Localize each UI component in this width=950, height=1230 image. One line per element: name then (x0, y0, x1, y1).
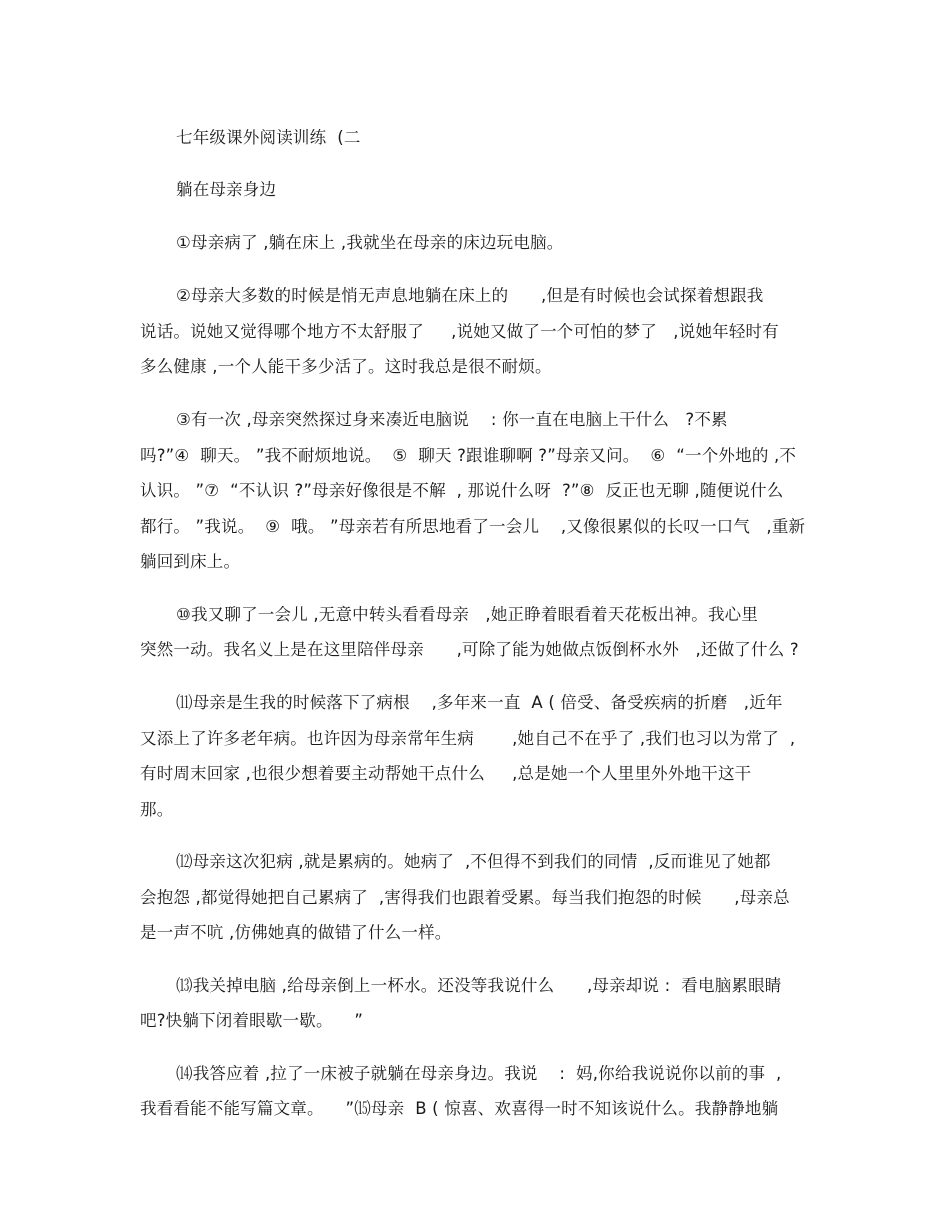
paragraph-1-line-1: ①母亲病了 ,躺在床上 ,我就坐在母亲的床边玩电脑。 (176, 233, 564, 252)
paragraph-10-line-1: ⑩我又聊了一会儿 ,无意中转头看看母亲 ,她正睁着眼看着天花板出神。我心里 (176, 605, 759, 624)
paragraph-3-line-2: 吗?”④ 聊天。 ”我不耐烦地说。 ⑤ 聊天 ?跟谁聊啊 ?”母亲又问。 ⑥ “一个外地的 ,不 (140, 446, 797, 465)
paragraph-11-line-1: ⑾母亲是生我的时候落下了病根 ,多年来一直 A ( 倍受、备受疾病的折磨 ,近年 (176, 693, 783, 712)
paragraph-14-line-2: 我看看能不能写篇文章。 ”⒂母亲 B ( 惊喜、欢喜得一时不知该说什么。我静静地躺 (140, 1099, 779, 1118)
paragraph-14-line-1: ⒁我答应着 ,拉了一床被子就躺在母亲身边。我说 : 妈,你给我说说你以前的事 , (176, 1064, 782, 1083)
paragraph-3-line-3: 认识。 ”⑦ “不认识 ?”母亲好像很是不解 , 那说什么呀 ?”⑧ 反正也无聊 ,随便说什么 (140, 481, 784, 500)
paragraph-3-line-4: 都行。 ”我说。 ⑨ 哦。 ”母亲若有所思地看了一会儿 ,又像很累似的长叹一口气 ,重新 (140, 517, 806, 536)
paragraph-3-line-1: ③有一次 ,母亲突然探过身来凑近电脑说 : 你一直在电脑上干什么 ?不累 (176, 410, 728, 429)
paragraph-3-line-5: 躺回到床上。 (140, 552, 241, 571)
article-title: 躺在母亲身边 (176, 180, 277, 199)
paragraph-13-line-1: ⒀我关掉电脑 ,给母亲倒上一杯水。还没等我说什么 ,母亲却说 : 看电脑累眼睛 (176, 976, 782, 995)
document-heading: 七年级课外阅读训练 (二 (176, 128, 361, 147)
paragraph-12-line-2: 会抱怨 ,都觉得她把自己累病了 ,害得我们也跟着受累。每当我们抱怨的时候 ,母亲总 (140, 888, 790, 907)
paragraph-11-line-2: 又添上了许多老年病。也许因为母亲常年生病 ,她自己不在乎了 ,我们也习以为常了 , (140, 729, 796, 748)
paragraph-12-line-1: ⑿母亲这次犯病 ,就是累病的。她病了 ,不但得不到我们的同情 ,反而谁见了她都 (176, 852, 771, 871)
paragraph-2-line-3: 多么健康 ,一个人能干多少活了。这时我总是很不耐烦。 (140, 357, 552, 376)
paragraph-11-line-4: 那。 (140, 800, 174, 819)
paragraph-2-line-1: ②母亲大多数的时候是悄无声息地躺在床上的 ,但是有时候也会试探着想跟我 (176, 286, 764, 305)
paragraph-2-line-2: 说话。说她又觉得哪个地方不太舒服了 ,说她又做了一个可怕的梦了 ,说她年轻时有 (140, 322, 779, 341)
paragraph-12-line-3: 是一声不吭 ,仿佛她真的做错了什么一样。 (140, 923, 452, 942)
paragraph-13-line-2: 吧?快躺下闭着眼歇一歇。 ” (140, 1011, 364, 1030)
paragraph-10-line-2: 突然一动。我名义上是在这里陪伴母亲 ,可除了能为她做点饭倒杯水外 ,还做了什么 ? (140, 640, 799, 659)
paragraph-11-line-3: 有时周末回家 ,也很少想着要主动帮她干点什么 ,总是她一个人里里外外地干这干 (140, 764, 752, 783)
